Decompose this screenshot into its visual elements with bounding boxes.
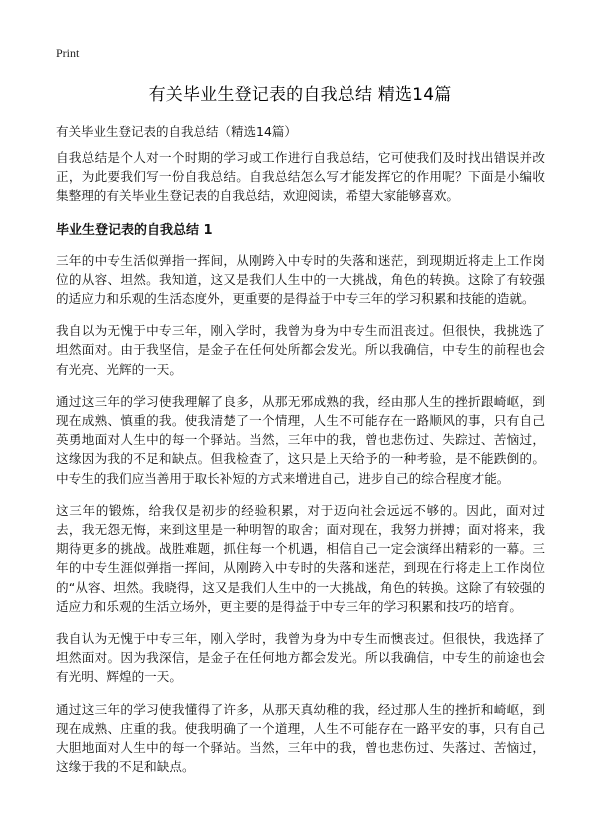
subtitle: 有关毕业生登记表的自我总结（精选14篇） [56, 124, 297, 139]
paragraph: 三年的中专生活似弹指一挥间，从刚跨入中专时的失落和迷茫，到现期近将走上工作岗位的从容、坦然。我知道，这又是我们人生中的一大挑战，角色的转换。这除了有较强的适应力和乐观的生活态度外，更重要的是得益于中专三年的学习积累和技能的造就。 [56, 252, 545, 307]
page-title: 有关毕业生登记表的自我总结 精选14篇 [148, 85, 452, 105]
article-body [56, 148, 545, 789]
paragraph: 我自以为无愧于中专三年，刚入学时，我曾为身为中专生而沮丧过。但很快，我挑选了坦然面对。由于我坚信，是金子在任何处所都会发光。所以我确信，中专生的前程也会有光亮、光辉的一天。 [56, 323, 545, 377]
paragraph: 通过这三年的学习使我理解了良多，从那无邪成熟的我，经由那人生的挫折跟崎岖，到现在成熟、慎重的我。使我清楚了一个情理，人生不可能存在一路顺风的事，只有自己英勇地面对人生中的每一个驿站。当然，三年中的我，曾也悲伤过、失踪过、苦恼过，这缘因为我的不足和缺点。但我检查了，这只是上天给予的一种考验，是不能跌倒的。中专生的我们应当善用于取长补短的方式来增进自己，进步自己的综合程度才能。 [56, 393, 545, 486]
paragraph: 我自认为无愧于中专三年，刚入学时，我曾为身为中专生而懊丧过。但很快，我选择了坦然面对。因为我深信，是金子在任何地方都会发光。所以我确信，中专生的前途也会有光明、辉煌的一天。 [56, 631, 545, 685]
intro-paragraph: 自我总结是个人对一个时期的学习或工作进行自我总结，它可使我们及时找出错误并改正，为此要我们写一份自我总结。自我总结怎么写才能发挥它的作用呢？下面是小编收集整理的有关毕业生登记表的自我总结，欢迎阅读，希望大家能够喜欢。 [56, 150, 545, 204]
paragraph: 这三年的锻炼，给我仅是初步的经验积累，对于迈向社会远远不够的。因此，面对过去，我无怨无悔，来到这里是一种明智的取舍；面对现在，我努力拼搏；面对将来，我期待更多的挑战。战胜难题，抓住每一个机遇，相信自己一定会演绎出精彩的一幕。三年的中专生涯似弹指一挥间，从刚跨入中专时的失落和迷茫，到现在行将走上工作岗位的“从容、坦然。我晓得，这又是我们人生中的一大挑战，角色的转换。这除了有较强的适应力和乐观的生活立场外，更主要的是得益于中专三年的学习积累和技巧的培育。 [56, 502, 545, 614]
paragraph: 通过这三年的学习使我懂得了许多，从那天真幼稚的我，经过那人生的挫折和崎岖，到现在成熟、庄重的我。使我明确了一个道理，人生不可能存在一路平安的事，只有自己大胆地面对人生中的每一个驿站。当然，三年中的我，曾也悲伤过、失落过、苦恼过，这缘于我的不足和缺点。 [56, 701, 545, 775]
section-heading: 毕业生登记表的自我总结 1 [56, 222, 213, 238]
print-label: Print [56, 46, 80, 60]
